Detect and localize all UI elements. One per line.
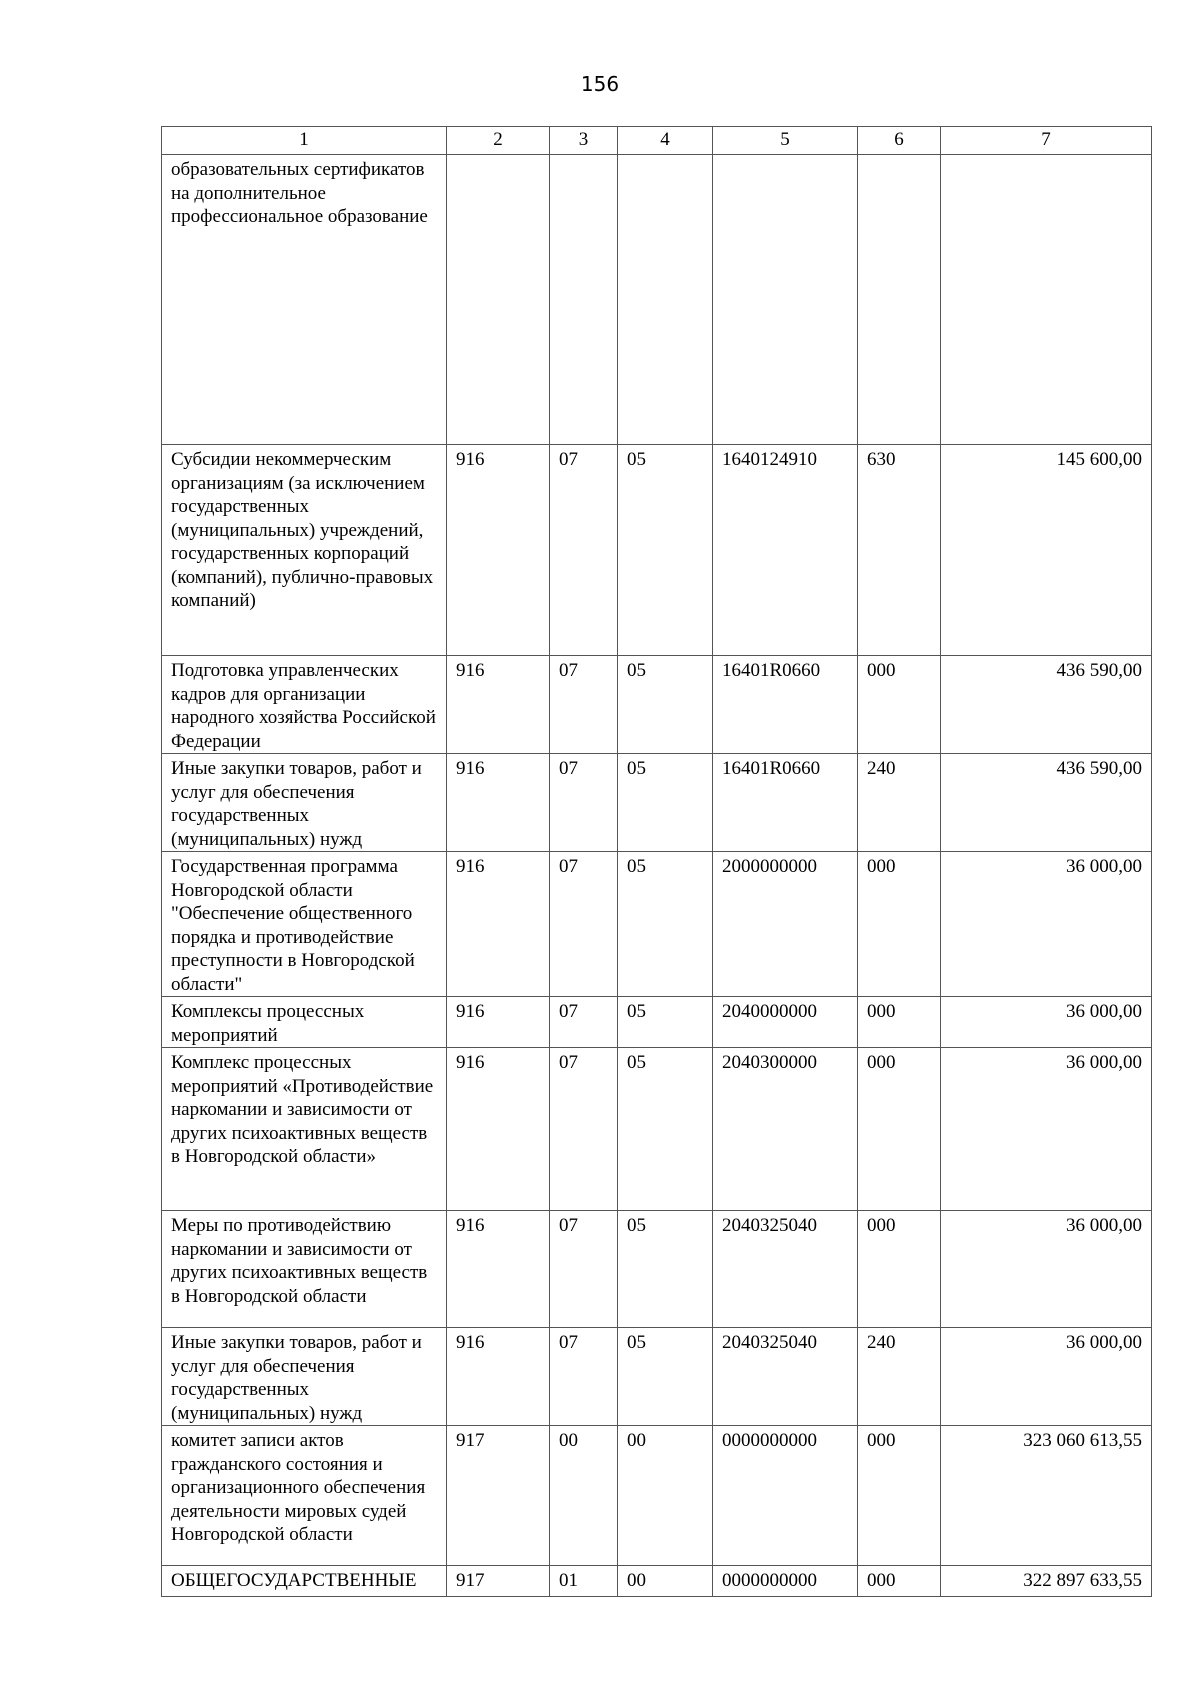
row-description: Меры по противодействию наркомании и зависимости от других психоактивных веществ в Новгородской области (162, 1211, 447, 1328)
cell-target-article: 0000000000 (713, 1426, 858, 1566)
row-description: Комплексы процессных мероприятий (162, 997, 447, 1048)
column-header: 4 (618, 127, 713, 155)
table-row (162, 852, 1152, 997)
cell-subsection: 00 (618, 1566, 713, 1597)
cell-amount (941, 155, 1152, 445)
row-description: Комплекс процессных мероприятий «Противодействие наркомании и зависимости от других психоактивных веществ в Новгородской области» (162, 1048, 447, 1211)
cell-amount: 36 000,00 (941, 852, 1152, 997)
table-row (162, 1048, 1152, 1211)
cell-section (550, 155, 618, 445)
cell-target-article: 2040325040 (713, 1211, 858, 1328)
cell-subsection (618, 155, 713, 445)
cell-expense-type: 000 (858, 1426, 941, 1566)
cell-target-article: 16401R0660 (713, 754, 858, 852)
cell-target-article: 2040325040 (713, 1328, 858, 1426)
cell-section: 07 (550, 656, 618, 754)
cell-subsection: 05 (618, 1048, 713, 1211)
cell-amount: 36 000,00 (941, 1328, 1152, 1426)
table-row (162, 155, 1152, 445)
table-row (162, 1426, 1152, 1566)
cell-target-article: 2040000000 (713, 997, 858, 1048)
cell-grbs: 916 (447, 852, 550, 997)
cell-grbs: 916 (447, 754, 550, 852)
cell-grbs: 916 (447, 997, 550, 1048)
cell-target-article: 16401R0660 (713, 656, 858, 754)
cell-amount: 36 000,00 (941, 997, 1152, 1048)
column-header: 5 (713, 127, 858, 155)
cell-subsection: 05 (618, 1328, 713, 1426)
cell-amount: 323 060 613,55 (941, 1426, 1152, 1566)
cell-section: 00 (550, 1426, 618, 1566)
cell-grbs: 916 (447, 1048, 550, 1211)
cell-expense-type: 000 (858, 852, 941, 997)
cell-amount: 36 000,00 (941, 1048, 1152, 1211)
cell-subsection: 05 (618, 997, 713, 1048)
cell-section: 07 (550, 1211, 618, 1328)
budget-table (161, 126, 1152, 1597)
column-header: 2 (447, 127, 550, 155)
cell-section: 07 (550, 852, 618, 997)
cell-expense-type: 000 (858, 1211, 941, 1328)
cell-amount: 436 590,00 (941, 656, 1152, 754)
row-description: Подготовка управленческих кадров для организации народного хозяйства Российской Федерации (162, 656, 447, 754)
cell-expense-type: 000 (858, 997, 941, 1048)
cell-expense-type: 000 (858, 656, 941, 754)
cell-amount: 36 000,00 (941, 1211, 1152, 1328)
cell-expense-type: 000 (858, 1566, 941, 1597)
cell-expense-type (858, 155, 941, 445)
row-description: Государственная программа Новгородской области "Обеспечение общественного порядка и противодействие преступности в Новгородской области" (162, 852, 447, 997)
cell-target-article (713, 155, 858, 445)
column-header: 1 (162, 127, 447, 155)
column-header: 3 (550, 127, 618, 155)
row-description: Иные закупки товаров, работ и услуг для обеспечения государственных (муниципальных) нужд (162, 1328, 447, 1426)
cell-amount: 436 590,00 (941, 754, 1152, 852)
cell-expense-type: 630 (858, 445, 941, 656)
cell-subsection: 00 (618, 1426, 713, 1566)
table-row (162, 656, 1152, 754)
cell-subsection: 05 (618, 656, 713, 754)
cell-section: 07 (550, 1328, 618, 1426)
cell-expense-type: 000 (858, 1048, 941, 1211)
cell-section: 07 (550, 997, 618, 1048)
cell-grbs: 917 (447, 1566, 550, 1597)
cell-target-article: 2040300000 (713, 1048, 858, 1211)
cell-subsection: 05 (618, 852, 713, 997)
cell-subsection: 05 (618, 445, 713, 656)
table-row (162, 1566, 1152, 1597)
table-row (162, 1211, 1152, 1328)
table-row (162, 997, 1152, 1048)
cell-section: 07 (550, 1048, 618, 1211)
cell-amount: 322 897 633,55 (941, 1566, 1152, 1597)
cell-section: 07 (550, 754, 618, 852)
table-row (162, 754, 1152, 852)
row-description: Субсидии некоммерческим организациям (за исключением государственных (муниципальных) учреждений, государственных корпораций (компаний), публично-правовых компаний) (162, 445, 447, 656)
cell-target-article: 2000000000 (713, 852, 858, 997)
table-row (162, 445, 1152, 656)
cell-section: 07 (550, 445, 618, 656)
cell-target-article: 1640124910 (713, 445, 858, 656)
column-header: 7 (941, 127, 1152, 155)
table-row (162, 1328, 1152, 1426)
cell-grbs: 917 (447, 1426, 550, 1566)
cell-expense-type: 240 (858, 754, 941, 852)
row-description: Иные закупки товаров, работ и услуг для обеспечения государственных (муниципальных) нужд (162, 754, 447, 852)
column-header: 6 (858, 127, 941, 155)
row-description: образовательных сертификатов на дополнительное профессиональное образование (162, 155, 447, 445)
page-number: 156 (580, 72, 620, 96)
cell-grbs: 916 (447, 656, 550, 754)
row-description: ОБЩЕГОСУДАРСТВЕННЫЕ (162, 1566, 447, 1597)
cell-grbs: 916 (447, 1328, 550, 1426)
cell-expense-type: 240 (858, 1328, 941, 1426)
cell-section: 01 (550, 1566, 618, 1597)
cell-grbs: 916 (447, 1211, 550, 1328)
row-description: комитет записи актов гражданского состояния и организационного обеспечения деятельности мировых судей Новгородской области (162, 1426, 447, 1566)
cell-subsection: 05 (618, 1211, 713, 1328)
cell-subsection: 05 (618, 754, 713, 852)
table-header-row (162, 127, 1152, 155)
cell-amount: 145 600,00 (941, 445, 1152, 656)
cell-grbs (447, 155, 550, 445)
cell-grbs: 916 (447, 445, 550, 656)
cell-target-article: 0000000000 (713, 1566, 858, 1597)
